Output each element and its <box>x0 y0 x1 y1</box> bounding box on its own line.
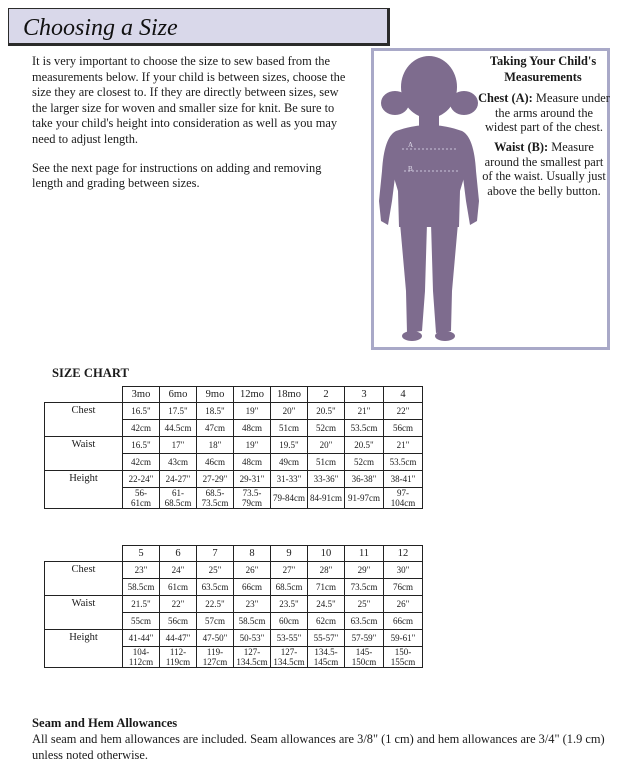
size-cell: 66cm <box>234 579 271 596</box>
table-row <box>45 437 423 454</box>
size-cell: 71cm <box>308 579 345 596</box>
table-row <box>45 630 423 647</box>
row-label <box>45 647 123 668</box>
size-cell: 61cm <box>160 579 197 596</box>
size-cell: 61- 68.5cm <box>160 488 197 509</box>
figure-title: Taking Your Child's Measurements <box>489 54 597 84</box>
size-cell: 79-84cm <box>271 488 308 509</box>
size-header-row <box>45 387 423 403</box>
size-cell: 17.5" <box>160 403 197 420</box>
size-cell: 19" <box>234 437 271 454</box>
size-header-cell: 2 <box>308 387 345 403</box>
size-cell: 24" <box>160 562 197 579</box>
table-row <box>45 647 423 668</box>
size-header-cell: 9mo <box>197 387 234 403</box>
size-cell: 26" <box>234 562 271 579</box>
size-cell: 21.5" <box>123 596 160 613</box>
size-cell: 24-27" <box>160 471 197 488</box>
size-cell: 42cm <box>123 420 160 437</box>
size-cell: 31-33" <box>271 471 308 488</box>
size-cell: 47cm <box>197 420 234 437</box>
waist-instruction <box>478 140 610 198</box>
size-cell: 63.5cm <box>197 579 234 596</box>
size-cell: 23" <box>234 596 271 613</box>
row-label <box>45 454 123 471</box>
size-cell: 97- 104cm <box>384 488 423 509</box>
size-cell: 44.5cm <box>160 420 197 437</box>
size-header-cell: 7 <box>197 546 234 562</box>
size-chart-table-1 <box>44 386 423 509</box>
size-cell: 57-59" <box>345 630 384 647</box>
size-cell: 73.5cm <box>345 579 384 596</box>
table-row <box>45 579 423 596</box>
intro-paragraph-2: See the next page for instructions on adding and removing length and grading between sizes. <box>32 160 322 191</box>
size-cell: 104- 112cm <box>123 647 160 668</box>
size-cell: 57cm <box>197 613 234 630</box>
intro-paragraph-1: It is very important to choose the size to sew based from the measurements below. If your child is between sizes, choose the size they are closest to. If they are directly between sizes, sew the larger size for woven and smaller size for knit. Be sure to take your child's height into consideration as well as you may need to adjust length. <box>32 54 346 146</box>
size-cell: 119- 127cm <box>197 647 234 668</box>
chest-marker: A <box>408 141 414 149</box>
waist-marker: B <box>408 165 413 173</box>
size-cell: 28" <box>308 562 345 579</box>
size-cell: 56cm <box>384 420 423 437</box>
size-cell: 53-55" <box>271 630 308 647</box>
waist-instruction-label: Waist (B): <box>494 140 549 154</box>
size-cell: 150- 155cm <box>384 647 423 668</box>
size-cell: 23" <box>123 562 160 579</box>
size-cell: 60cm <box>271 613 308 630</box>
table-row <box>45 562 423 579</box>
size-cell: 43cm <box>160 454 197 471</box>
size-cell: 73.5- 79cm <box>234 488 271 509</box>
size-cell: 42cm <box>123 454 160 471</box>
table-row <box>45 403 423 420</box>
size-cell: 20.5" <box>308 403 345 420</box>
size-cell: 17" <box>160 437 197 454</box>
size-cell: 55cm <box>123 613 160 630</box>
size-cell: 63.5cm <box>345 613 384 630</box>
size-cell: 29" <box>345 562 384 579</box>
chest-instruction <box>478 91 610 135</box>
size-cell: 23.5" <box>271 596 308 613</box>
size-header-cell: 18mo <box>271 387 308 403</box>
size-cell: 50-53" <box>234 630 271 647</box>
size-cell: 18.5" <box>197 403 234 420</box>
size-chart-heading: SIZE CHART <box>52 366 129 380</box>
size-cell: 91-97cm <box>345 488 384 509</box>
size-cell: 22" <box>160 596 197 613</box>
size-cell: 19.5" <box>271 437 308 454</box>
size-chart-table-2 <box>44 545 423 668</box>
size-cell: 76cm <box>384 579 423 596</box>
table-row <box>45 420 423 437</box>
size-cell: 62cm <box>308 613 345 630</box>
size-cell: 84-91cm <box>308 488 345 509</box>
size-cell: 29-31" <box>234 471 271 488</box>
size-cell: 53.5cm <box>384 454 423 471</box>
size-cell: 24.5" <box>308 596 345 613</box>
size-cell: 112- 119cm <box>160 647 197 668</box>
page-title: Choosing a Size <box>23 15 178 41</box>
size-cell: 58.5cm <box>234 613 271 630</box>
size-header-cell: 6mo <box>160 387 197 403</box>
size-cell: 21" <box>384 437 423 454</box>
size-cell: 20" <box>271 403 308 420</box>
size-cell: 19" <box>234 403 271 420</box>
size-cell: 22" <box>384 403 423 420</box>
size-cell: 52cm <box>345 454 384 471</box>
allowances-text: All seam and hem allowances are included. Seam allowances are 3/8" (1 cm) and hem allowances are 3/4" (1.9 cm) unless noted otherwise. <box>32 732 605 762</box>
size-cell: 58.5cm <box>123 579 160 596</box>
table-row <box>45 488 423 509</box>
size-cell: 145- 150cm <box>345 647 384 668</box>
size-cell: 127- 134.5cm <box>271 647 308 668</box>
row-label: Height <box>45 630 123 647</box>
row-label <box>45 579 123 596</box>
size-header-cell: 3 <box>345 387 384 403</box>
size-header-cell: 3mo <box>123 387 160 403</box>
size-cell: 27" <box>271 562 308 579</box>
size-cell: 21" <box>345 403 384 420</box>
table-row <box>45 596 423 613</box>
size-header-cell: 12mo <box>234 387 271 403</box>
size-cell: 51cm <box>308 454 345 471</box>
size-cell: 16.5" <box>123 403 160 420</box>
size-header-cell: 8 <box>234 546 271 562</box>
size-cell: 27-29" <box>197 471 234 488</box>
size-header-cell: 11 <box>345 546 384 562</box>
size-cell: 52cm <box>308 420 345 437</box>
row-label <box>45 420 123 437</box>
row-label: Chest <box>45 562 123 579</box>
size-cell: 41-44" <box>123 630 160 647</box>
size-cell: 25" <box>197 562 234 579</box>
header-corner <box>45 387 123 403</box>
size-header-cell: 10 <box>308 546 345 562</box>
size-header-cell: 6 <box>160 546 197 562</box>
waist-instruction-text: Measure around the smallest part of the waist. Usually just above the belly button. <box>482 140 606 198</box>
row-label: Height <box>45 471 123 488</box>
size-cell: 127- 134.5cm <box>234 647 271 668</box>
size-cell: 48cm <box>234 420 271 437</box>
size-header-cell: 9 <box>271 546 308 562</box>
size-cell: 68.5- 73.5cm <box>197 488 234 509</box>
title-banner <box>8 8 390 46</box>
size-header-cell: 12 <box>384 546 423 562</box>
size-cell: 25" <box>345 596 384 613</box>
row-label <box>45 613 123 630</box>
size-cell: 134.5- 145cm <box>308 647 345 668</box>
size-cell: 36-38" <box>345 471 384 488</box>
table-row <box>45 613 423 630</box>
size-cell: 49cm <box>271 454 308 471</box>
row-label <box>45 488 123 509</box>
size-cell: 47-50" <box>197 630 234 647</box>
size-cell: 59-61" <box>384 630 423 647</box>
size-cell: 30" <box>384 562 423 579</box>
size-cell: 56cm <box>160 613 197 630</box>
size-cell: 51cm <box>271 420 308 437</box>
chest-instruction-text: Measure under the arms around the widest part of the chest. <box>484 91 610 135</box>
size-header-cell: 4 <box>384 387 423 403</box>
allowances-title: Seam and Hem Allowances <box>32 716 178 730</box>
size-cell: 55-57" <box>308 630 345 647</box>
intro-text <box>32 54 348 205</box>
size-cell: 18" <box>197 437 234 454</box>
size-cell: 22.5" <box>197 596 234 613</box>
size-header-row <box>45 546 423 562</box>
size-cell: 16.5" <box>123 437 160 454</box>
row-label: Waist <box>45 437 123 454</box>
size-cell: 68.5cm <box>271 579 308 596</box>
size-cell: 53.5cm <box>345 420 384 437</box>
header-corner <box>45 546 123 562</box>
chest-instruction-label: Chest (A): <box>478 91 533 105</box>
size-cell: 22-24" <box>123 471 160 488</box>
size-cell: 44-47" <box>160 630 197 647</box>
size-cell: 48cm <box>234 454 271 471</box>
row-label: Waist <box>45 596 123 613</box>
row-label: Chest <box>45 403 123 420</box>
size-cell: 26" <box>384 596 423 613</box>
size-header-cell: 5 <box>123 546 160 562</box>
size-cell: 66cm <box>384 613 423 630</box>
size-cell: 46cm <box>197 454 234 471</box>
size-cell: 20" <box>308 437 345 454</box>
size-cell: 38-41" <box>384 471 423 488</box>
table-row <box>45 471 423 488</box>
size-cell: 56- 61cm <box>123 488 160 509</box>
size-cell: 33-36" <box>308 471 345 488</box>
size-cell: 20.5" <box>345 437 384 454</box>
table-row <box>45 454 423 471</box>
